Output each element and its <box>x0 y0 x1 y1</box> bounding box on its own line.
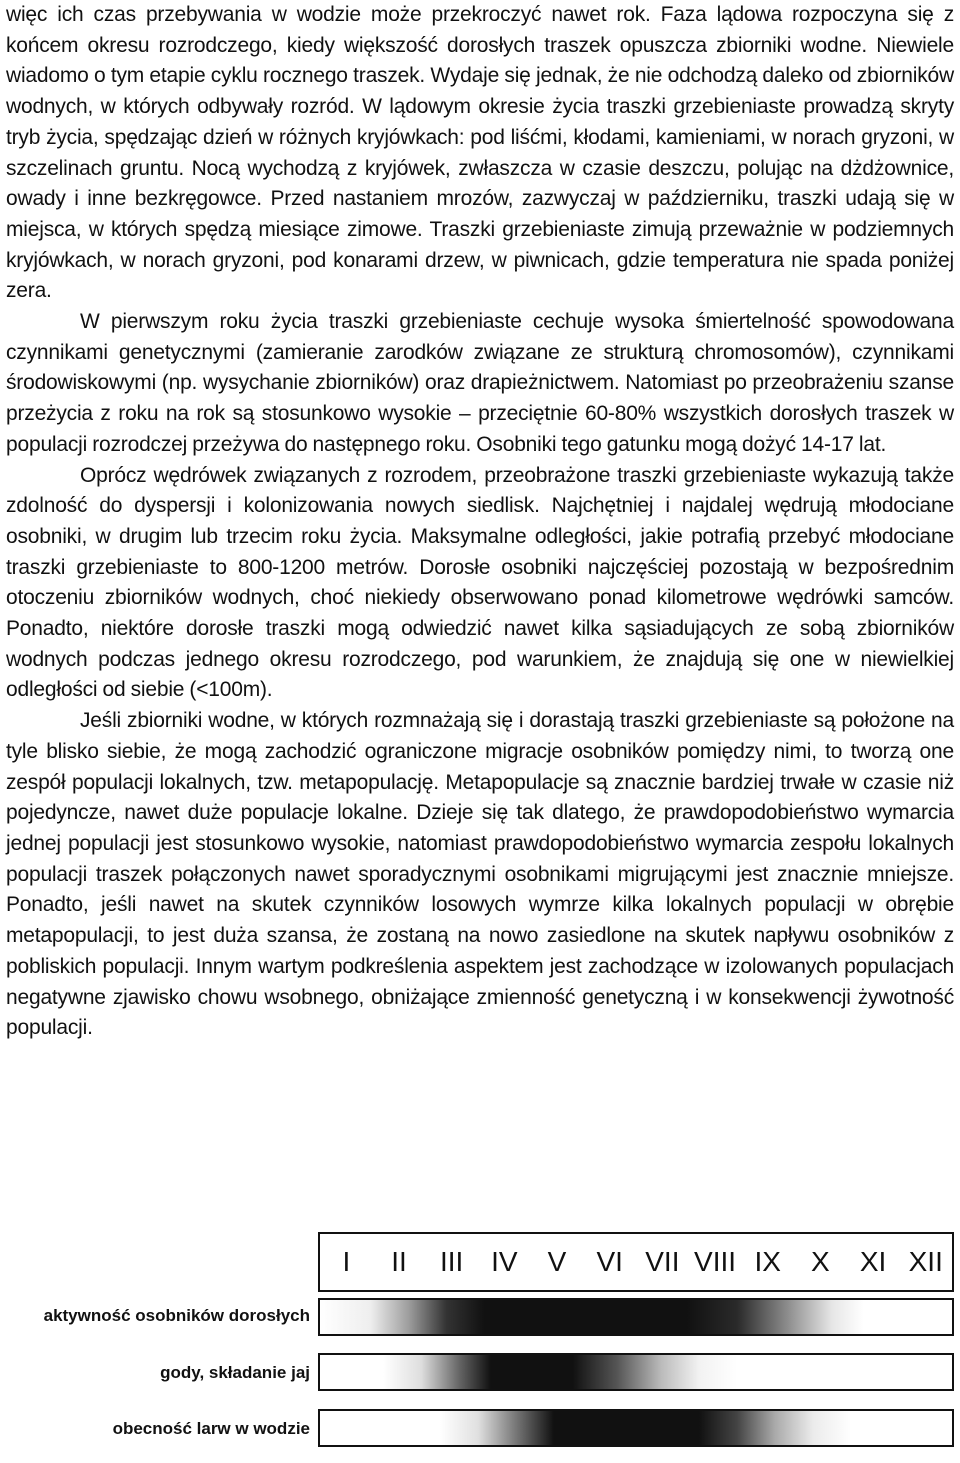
annual-cycle-figure <box>0 1220 960 1463</box>
month-label: IV <box>491 1246 518 1277</box>
month-label: II <box>391 1246 407 1277</box>
month-label: V <box>547 1246 567 1277</box>
breeding-bar <box>318 1353 954 1391</box>
row-label-breeding: gody, składanie jaj <box>160 1363 310 1382</box>
adult-activity-bar <box>318 1298 954 1336</box>
paragraph: Jeśli zbiorniki wodne, w których rozmnażają się i dorastają traszki grzebieniaste są położone na tyle blisko siebie, że mogą zachodzić ograniczone migracje osobników pomiędzy nimi, to tworzą one zespół populacji lokalnych, tzw. metapopulację. Metapopulacje są znacznie bardziej trwałe w czasie niż pojedyncze, nawet duże populacje lokalne. Dzieje się tak dlatego, że prawdopodobieństwo wymarcia jednej populacji jest stosunkowo wysokie, natomiast prawdopodobieństwo wymarcia zespołu lokalnych populacji traszek połączonych nawet sporadycznymi osobnikami migrującymi jest znacznie mniejsze. Ponadto, jeśli nawet na skutek czynników losowych wymrze kilka lokalnych populacji w obrębie metapopulacji, to jest duża szansa, że zostaną na nowo zasiedlone na skutek napływu osobników z pobliskich populacji. Innym wartym podkreślenia aspektem jest zachodzące w izolowanych populacjach negatywne zjawisko chowu wsobnego, obniżające zmienność genetyczną i w konsekwencji żywotność populacji. <box>6 709 954 1040</box>
row-label-larvae: obecność larw w wodzie <box>112 1419 310 1438</box>
paragraph: W pierwszym roku życia traszki grzebieniaste cechuje wysoka śmiertelność spowodowana czynnikami genetycznymi (zamieranie zarodków związane ze strukturą chromosomów), czynnikami środowiskowymi (np. wysychanie zbiorników) oraz drapieżnictwem. Natomiast po przeobrażeniu szanse przeżycia z roku na rok są stosunkowo wysokie – przeciętnie 60-80% wszystkich dorosłych traszek w populacji rozrodczej przeżywa do następnego roku. Osobniki tego gatunku mogą dożyć 14-17 lat. <box>6 310 954 456</box>
paragraph: Oprócz wędrówek związanych z rozrodem, przeobrażone traszki grzebieniaste wykazują także zdolność do dyspersji i kolonizowania nowych siedlisk. Najchętniej i najdalej wędrują młodociane osobniki, w drugim lub trzecim roku życia. Maksymalne odległości, jakie potrafią przebyć młodociane traszki grzebieniaste to 800-1200 metrów. Dorosłe osobniki najczęściej pozostają w bezpośrednim otoczeniu zbiorników wodnych, choć niekiedy obserwowano ponad kilometrowe wędrówki samców. Ponadto, niektóre dorosłe traszki mogą odwiedzić nawet kilka sąsiadujących ze sobą zbiorników wodnych podczas jednego okresu rozrodczego, pod warunkiem, że znajdują się one w niewielkiej odległości od siebie (<100m). <box>6 463 954 702</box>
larvae-bar <box>318 1409 954 1447</box>
month-label: X <box>811 1246 830 1277</box>
month-label: XI <box>859 1246 887 1277</box>
month-label: I <box>342 1246 351 1277</box>
month-label: VIII <box>694 1246 737 1277</box>
month-label: VII <box>645 1246 680 1277</box>
month-label: VI <box>596 1246 623 1277</box>
body-text <box>6 0 954 1044</box>
row-label-adult-activity: aktywność osobników dorosłych <box>43 1306 310 1325</box>
month-label: IX <box>754 1246 781 1277</box>
month-header <box>318 1232 954 1292</box>
month-label: III <box>440 1246 464 1277</box>
paragraph: więc ich czas przebywania w wodzie może przekroczyć nawet rok. Faza lądowa rozpoczyna się z końcem okresu rozrodczego, kiedy większość dorosłych traszek opuszcza zbiorniki wodne. Niewiele wiadomo o tym etapie cyklu rocznego traszek. Wydaje się jednak, że nie odchodzą daleko od zbiorników wodnych, w których odbywały rozród. W lądowym okresie życia traszki grzebieniaste prowadzą skryty tryb życia, spędzając dzień w różnych kryjówkach: pod liśćmi, kłodami, kamieniami, w norach gryzoni, w szczelinach gruntu. Nocą wychodzą z kryjówek, zwłaszcza w czasie deszczu, polując na dżdżownice, owady i inne bezkręgowce. Przed nastaniem mrozów, zazwyczaj w październiku, traszki udają się w miejsca, w których spędzą miesiące zimowe. Traszki grzebieniaste zimują przeważnie w podziemnych kryjówkach, w norach gryzoni, pod konarami drzew, w piwnicach, gdzie temperatura nie spada poniżej zera. <box>6 3 954 303</box>
month-label: XII <box>908 1246 943 1277</box>
